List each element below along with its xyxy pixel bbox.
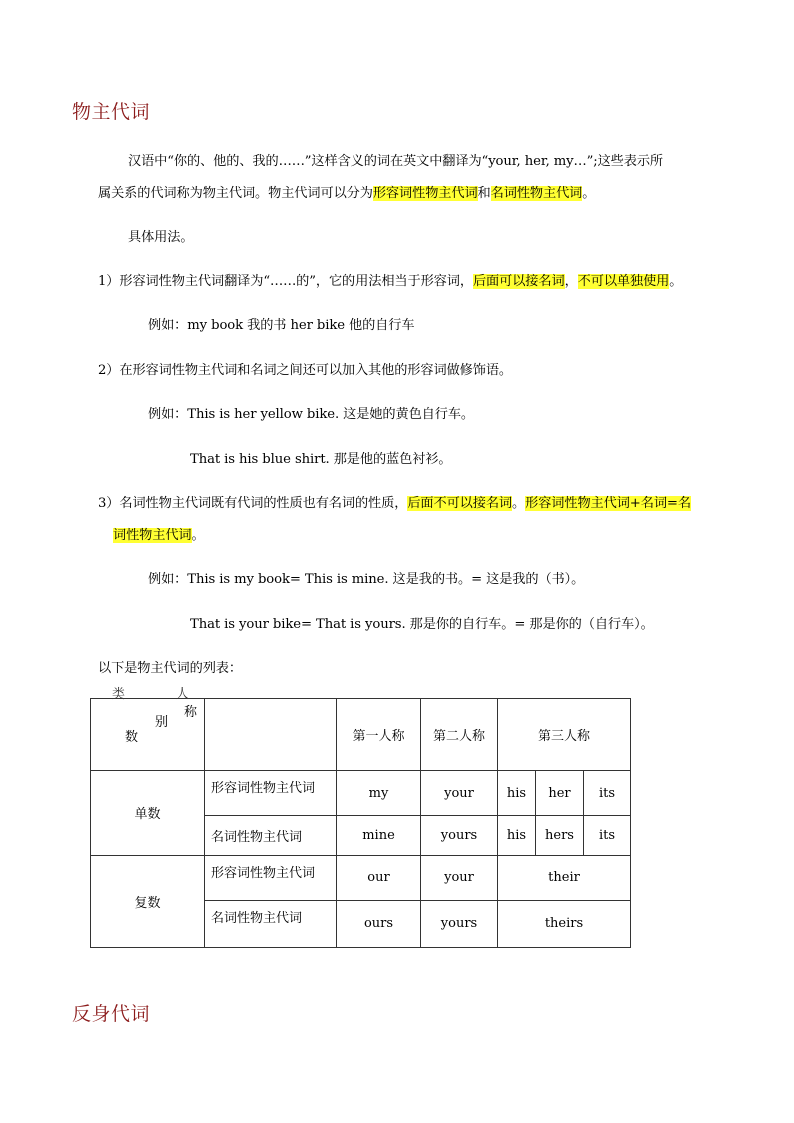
usage-label: 具体用法。 (128, 230, 194, 245)
table-cell: his (498, 816, 536, 855)
rule-1 (98, 273, 682, 291)
table-cell: your (421, 855, 498, 900)
table-cell: its (584, 816, 631, 855)
highlight-adjective-possessive: 形容词性物主代词 (372, 186, 478, 201)
table-corner-cell (91, 699, 205, 771)
row-label-singular: 单数 (91, 771, 205, 855)
type-noun-singular: 名词性物主代词 (205, 816, 337, 855)
table-cell: their (498, 855, 631, 900)
highlight-noun-possessive: 名词性物主代词 (490, 186, 583, 201)
table-cell: my (337, 771, 421, 816)
corner-label-ren: 人 (176, 687, 190, 702)
header-first-person: 第一人称 (337, 699, 421, 771)
rule-2-example-2: That is his blue shirt. 那是他的蓝色衬衫。 (190, 452, 452, 467)
rule-1-end: 。 (669, 274, 683, 289)
rule-3-period: 。 (512, 496, 526, 511)
intro-line-2-and: 和 (477, 186, 491, 201)
highlight-rule-1a: 后面可以接名词 (472, 274, 565, 289)
highlight-rule-3b: 形容词性物主代词+名词=名 (525, 496, 691, 511)
table-cell: his (498, 771, 536, 816)
rule-3-example-2: That is your bike= That is yours. 那是你的自行车。= 那是你的（自行车）。 (190, 617, 654, 632)
section-title-possessive: 物主代词 (72, 101, 151, 123)
rule-1-example: 例如：my book 我的书 her bike 他的自行车 (148, 318, 415, 333)
table-cell: yours (421, 816, 498, 855)
table-empty-header (205, 699, 337, 771)
corner-label-shu: 数 (125, 730, 139, 745)
rule-1-comma: ， (564, 274, 578, 289)
rule-3-example-1: 例如：This is my book= This is mine. 这是我的书。= 这是我的（书）。 (148, 572, 585, 587)
table-cell: its (584, 771, 631, 816)
rule-3-line-2 (113, 527, 205, 545)
highlight-rule-3c: 词性物主代词 (113, 528, 192, 543)
possessive-pronoun-table (90, 698, 631, 948)
highlight-rule-3a: 后面不可以接名词 (407, 496, 513, 511)
table-cell: your (421, 771, 498, 816)
table-cell: mine (337, 816, 421, 855)
intro-line-1: 汉语中“你的、他的、我的……”这样含义的词在英文中翻译为“your, her, my…”;这些表示所 (128, 154, 664, 169)
header-third-person: 第三人称 (498, 699, 631, 771)
type-adjective-plural: 形容词性物主代词 (205, 855, 337, 900)
corner-label-bie: 别 (155, 715, 169, 730)
section-title-reflexive: 反身代词 (72, 1003, 151, 1025)
table-cell: hers (536, 816, 584, 855)
table-cell: theirs (498, 900, 631, 947)
intro-line-2 (98, 185, 595, 203)
table-intro: 以下是物主代词的列表： (98, 661, 242, 676)
rule-1-text: 1）形容词性物主代词翻译为“……的”，它的用法相当于形容词， (98, 274, 473, 289)
rule-3-text: 3）名词性物主代词既有代词的性质也有名词的性质， (98, 496, 408, 511)
table-cell: her (536, 771, 584, 816)
table-cell: yours (421, 900, 498, 947)
rule-3-line-1 (98, 495, 691, 513)
rule-3-end: 。 (191, 528, 205, 543)
header-second-person: 第二人称 (421, 699, 498, 771)
corner-label-cheng: 称 (184, 705, 198, 720)
type-noun-plural: 名词性物主代词 (205, 900, 337, 947)
table-cell: ours (337, 900, 421, 947)
type-adjective-singular: 形容词性物主代词 (205, 771, 337, 816)
highlight-rule-1b: 不可以单独使用 (577, 274, 670, 289)
rule-2: 2）在形容词性物主代词和名词之间还可以加入其他的形容词做修饰语。 (98, 363, 513, 378)
table-cell: our (337, 855, 421, 900)
rule-2-example-1: 例如：This is her yellow bike. 这是她的黄色自行车。 (148, 407, 475, 422)
corner-label-lei: 类 (112, 687, 126, 702)
intro-line-2-end: 。 (582, 186, 596, 201)
row-label-plural: 复数 (91, 855, 205, 947)
intro-line-2-text: 属关系的代词称为物主代词。物主代词可以分为 (98, 186, 373, 201)
